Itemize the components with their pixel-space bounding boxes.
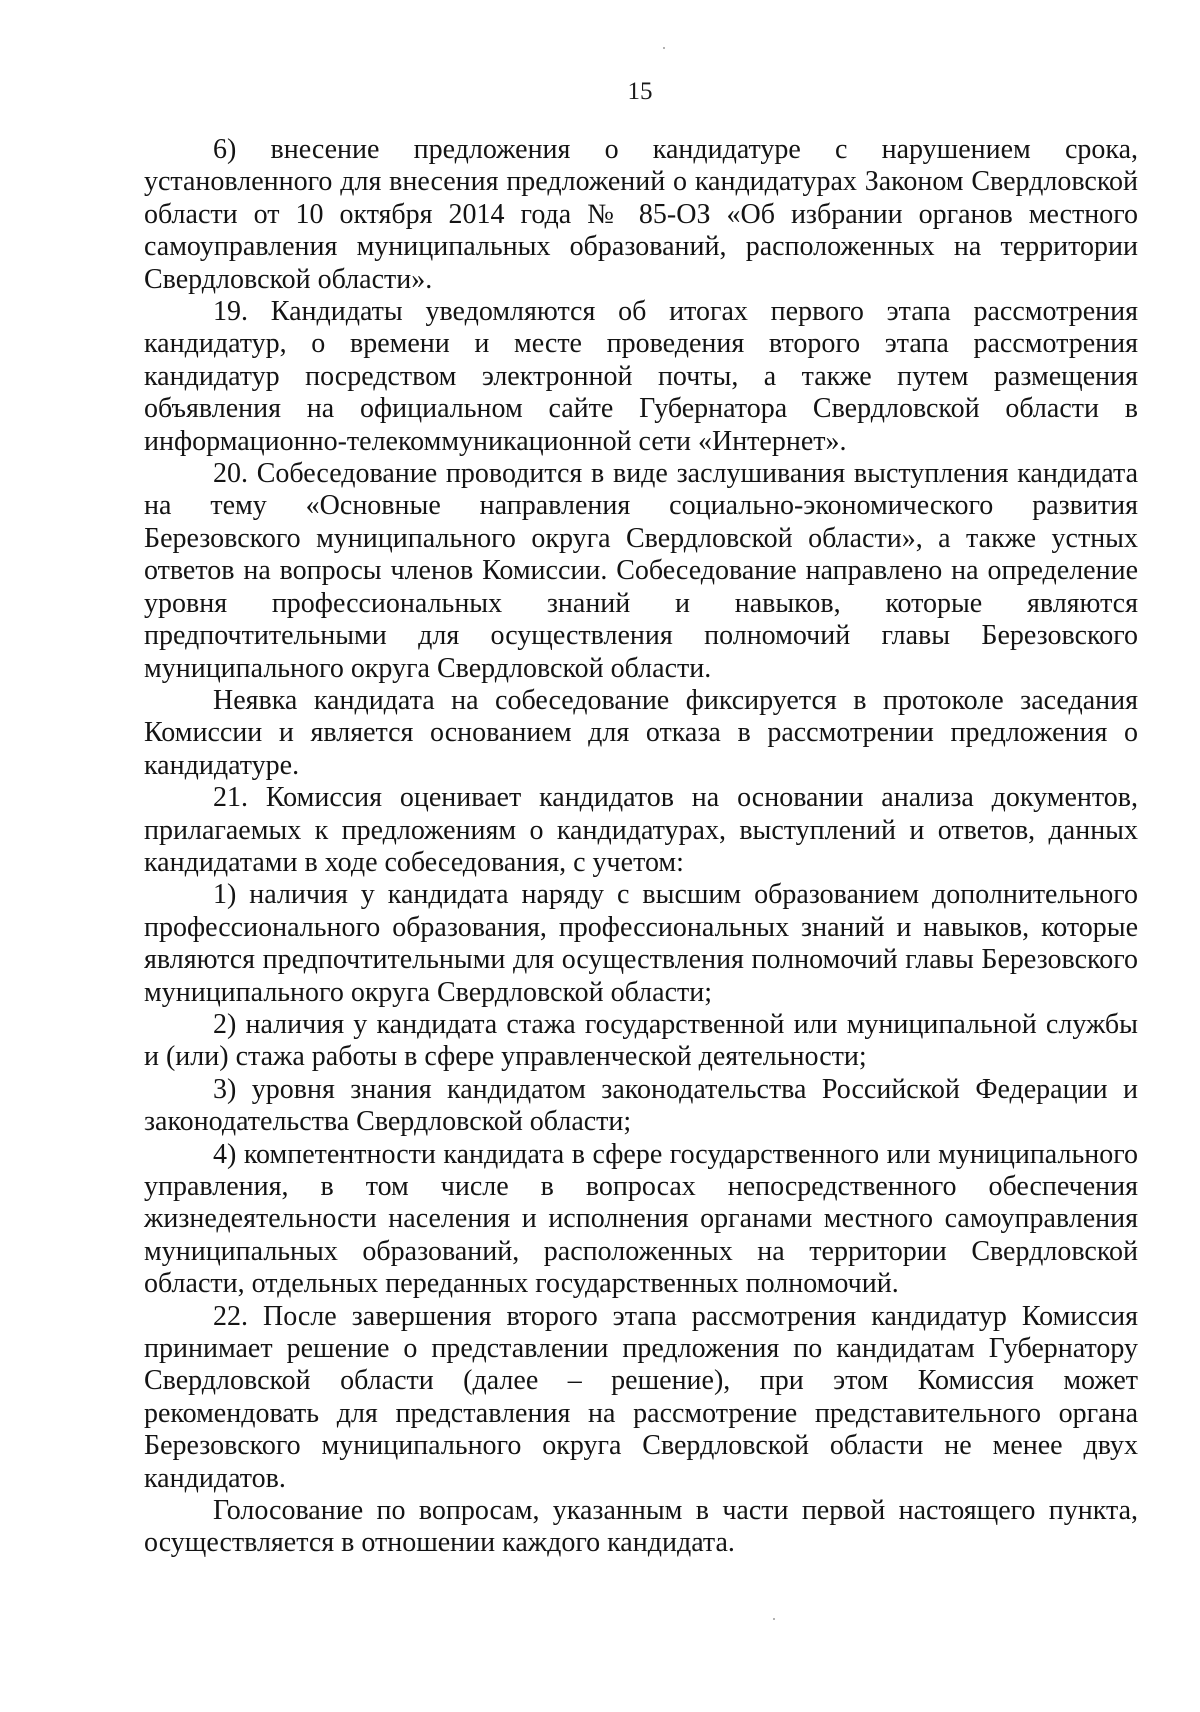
paragraph-clause-20: 20. Собеседование проводится в виде заслушивания выступления кандидата на тему «Основные направления социально-экономического развития Березовского муниципального округа Свердловской области», а также устных ответов на вопросы членов Комиссии. Собеседование направлено на определение уровня профессиональных знаний и навыков, которые являются предпочтительными для осуществления полномочий главы Березовского муниципального округа Свердловской области. xyxy=(144,458,1138,684)
paragraph-item-4: 4) компетентности кандидата в сфере государственного или муниципального управления, в том числе в вопросах непосредственного обеспечения жизнедеятельности населения и исполнения органами местного самоуправления муниципальных образований, расположенных на территории Свердловской области, отдельных переданных государственных полномочий. xyxy=(144,1138,1138,1300)
paragraph-item-6: 6) внесение предложения о кандидатуре с нарушением срока, установленного для внесения предложений о кандидатурах Законом Свердловской области от 10 октября 2014 года № 85-ОЗ «Об избрании органов местного самоуправления муниципальных образований, расположенных на территории Свердловской области». xyxy=(144,134,1138,295)
paragraph-item-3: 3) уровня знания кандидатом законодательства Российской Федерации и законодательства Свердловской области; xyxy=(144,1073,1138,1138)
paragraph-item-1: 1) наличия у кандидата наряду с высшим образованием дополнительного профессионального образования, профессиональных знаний и навыков, которые являются предпочтительными для осуществления полномочий главы Березовского муниципального округа Свердловской области; xyxy=(144,879,1138,1008)
paragraph-no-show: Неявка кандидата на собеседование фиксируется в протоколе заседания Комиссии и является основанием для отказа в рассмотрении предложения о кандидатуре. xyxy=(144,684,1138,781)
paragraph-clause-22: 22. После завершения второго этапа рассмотрения кандидатур Комиссия принимает решение о представлении предложения по кандидатам Губернатору Свердловской области (далее – решение), при этом Комиссия может рекомендовать для представления на рассмотрение представительного органа Березовского муниципального округа Свердловской области не менее двух кандидатов. xyxy=(144,1300,1138,1494)
paragraph-clause-21: 21. Комиссия оценивает кандидатов на основании анализа документов, прилагаемых к предложениям о кандидатурах, выступлений и ответов, данных кандидатами в ходе собеседования, с учетом: xyxy=(144,782,1138,878)
document-body xyxy=(144,134,1138,1560)
scan-speck-top xyxy=(663,47,665,49)
paragraph-item-2: 2) наличия у кандидата стажа государственной или муниципальной службы и (или) стажа работы в сфере управленческой деятельности; xyxy=(144,1008,1138,1073)
paragraph-voting: Голосование по вопросам, указанным в части первой настоящего пункта, осуществляется в отношении каждого кандидата. xyxy=(144,1495,1138,1559)
scan-speck-bottom xyxy=(773,1618,775,1620)
paragraph-clause-19: 19. Кандидаты уведомляются об итогах первого этапа рассмотрения кандидатур, о времени и месте проведения второго этапа рассмотрения кандидатур посредством электронной почты, а также путем размещения объявления на официальном сайте Губернатора Свердловской области в информационно-телекоммуникационной сети «Интернет». xyxy=(144,296,1138,457)
page-number: 15 xyxy=(627,78,653,105)
